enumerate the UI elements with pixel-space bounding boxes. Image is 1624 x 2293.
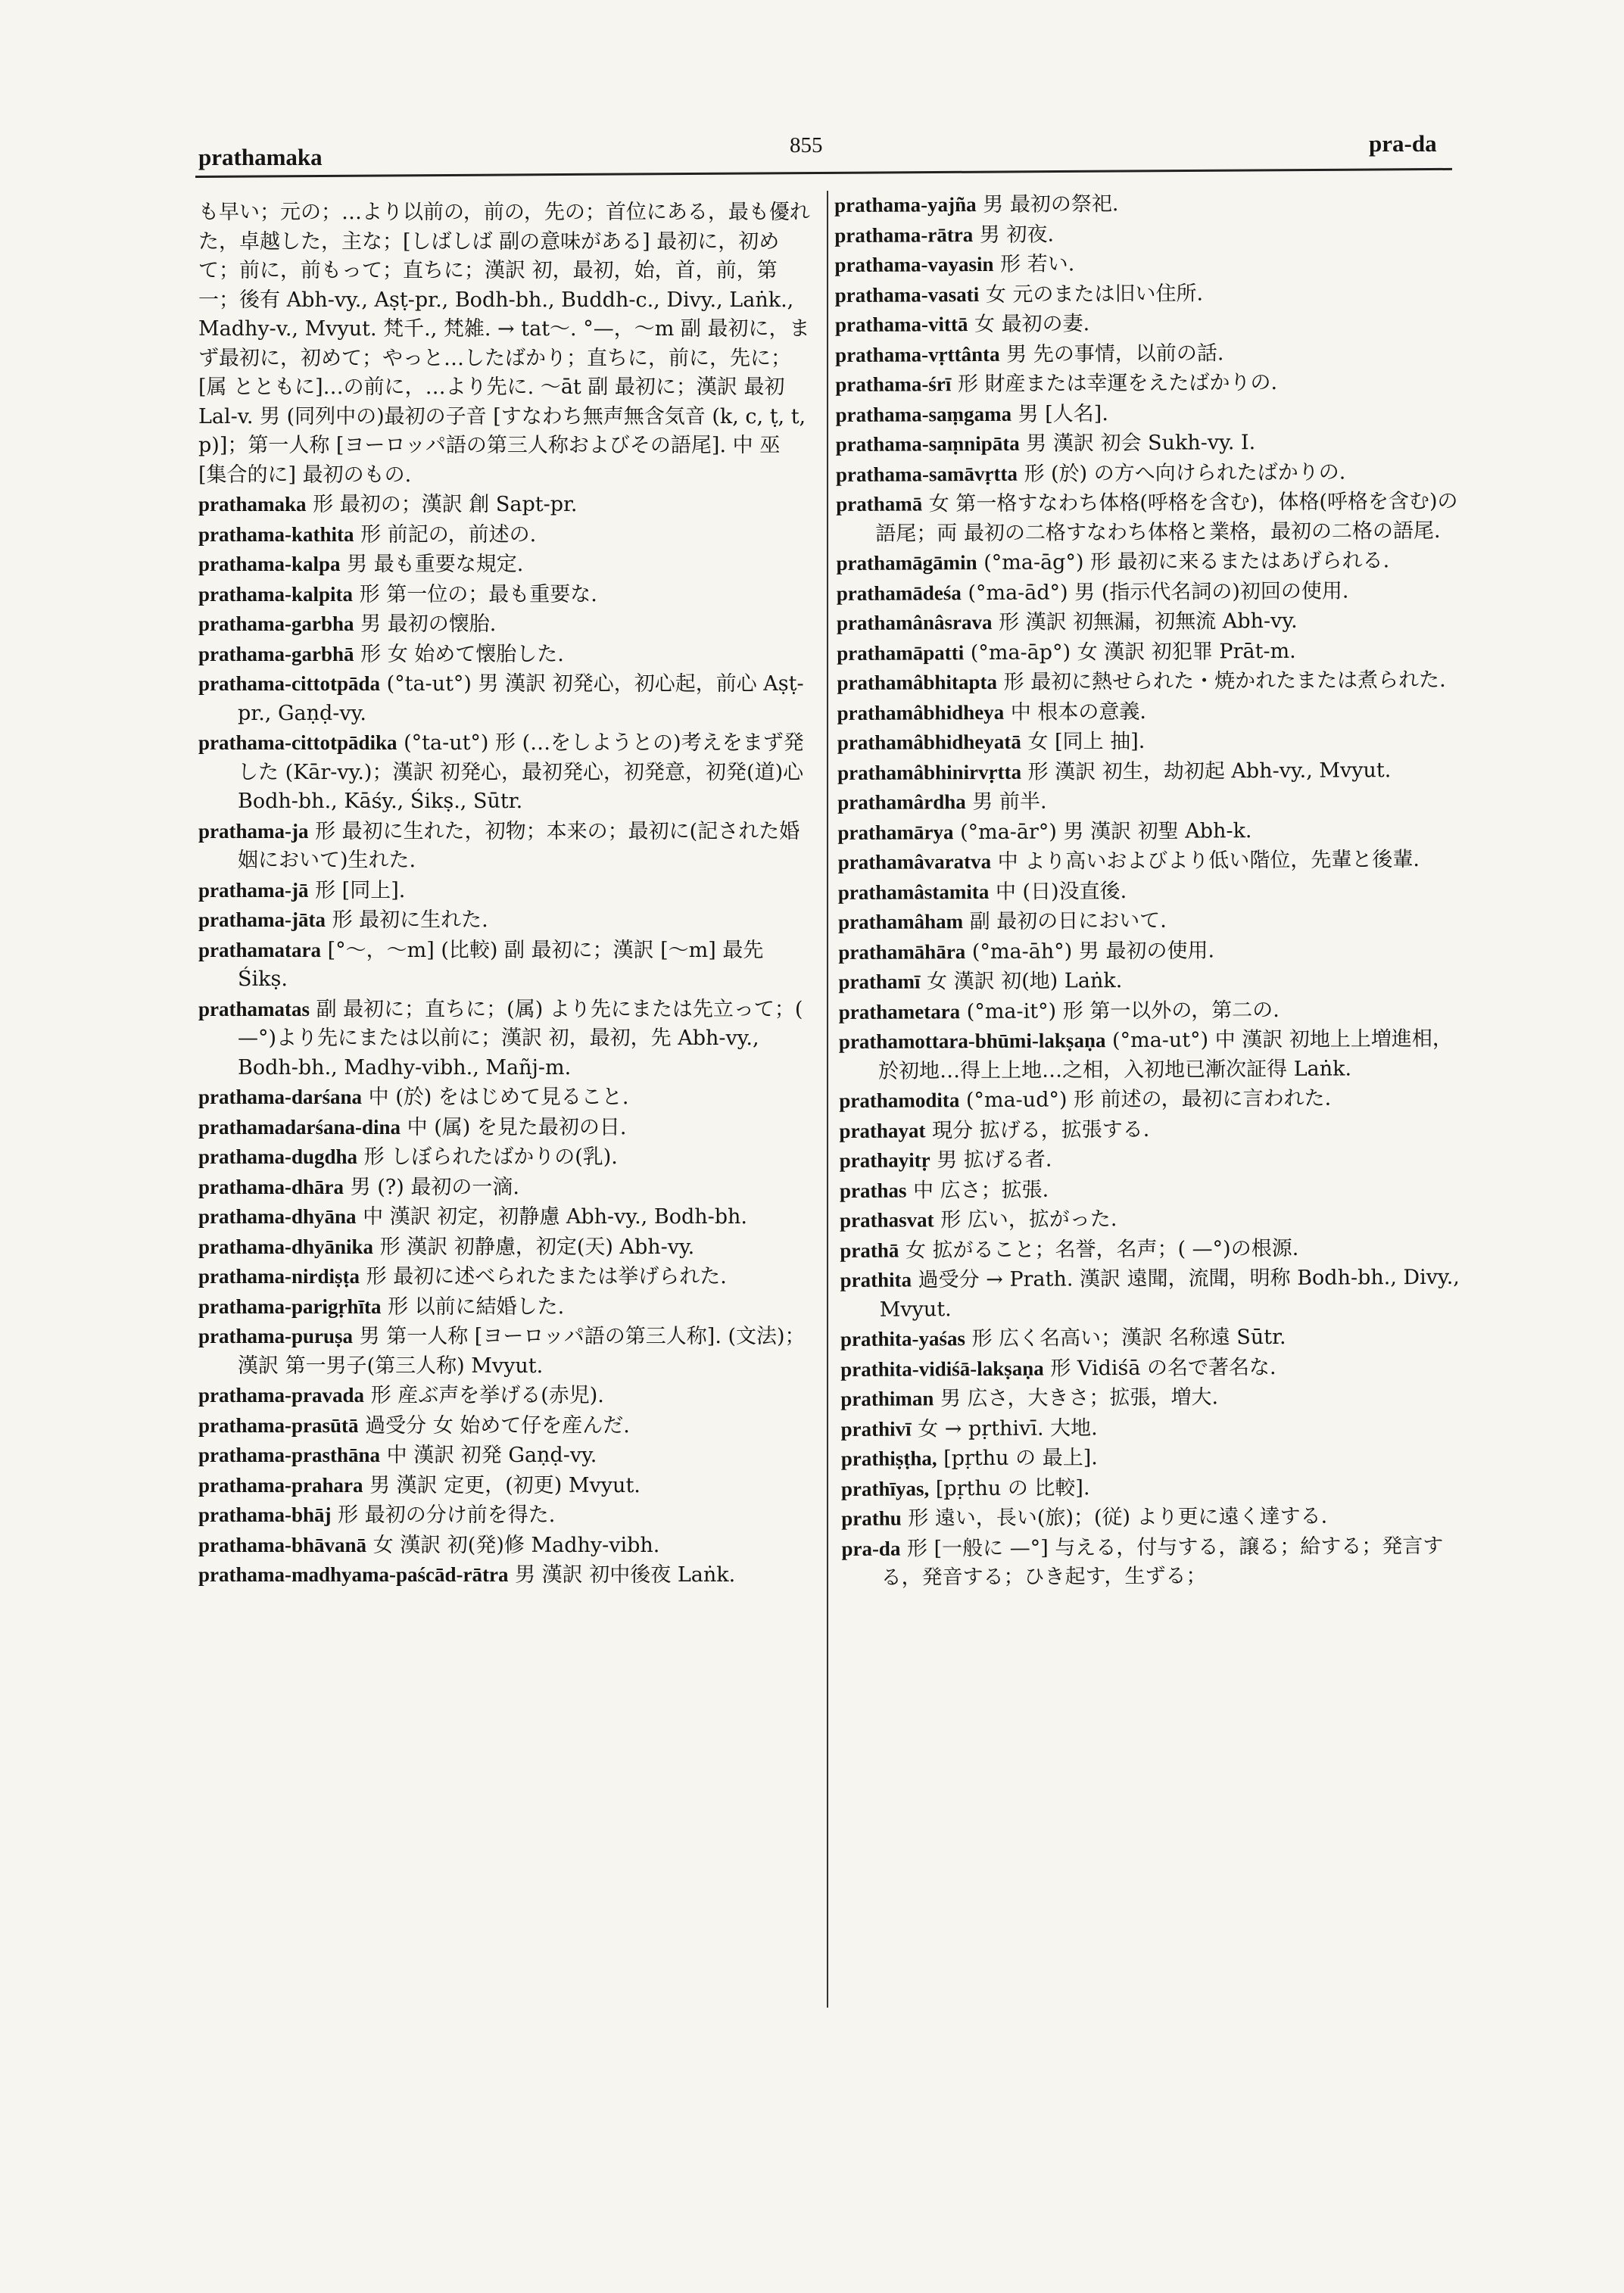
definition: 形 広く名高い；漢訳 名称遠 Sūtr.: [971, 1325, 1286, 1351]
dictionary-entry: [837, 635, 1465, 668]
headword: prathamāhāra: [838, 939, 966, 964]
dictionary-entry: [198, 1471, 813, 1501]
definition: 形 前記の，前述の.: [360, 522, 537, 547]
definition: 形 第一位の；最も重要な.: [359, 582, 597, 606]
dictionary-entry: [840, 1351, 1469, 1385]
dictionary-entry: [841, 1531, 1470, 1593]
dictionary-entry: [198, 520, 813, 550]
dictionary-entry: [198, 1083, 813, 1113]
dictionary-entry: [839, 1113, 1467, 1146]
definition: 形 広い，拡がった.: [940, 1207, 1117, 1232]
definition: [°～，～m] (比較) 副 最初に；漢訳 [～m] 最先 Śikṣ.: [238, 938, 764, 991]
definition: 形 女 始めて懐胎した.: [360, 642, 564, 666]
headword: prathama-prasūtā: [198, 1413, 359, 1437]
dictionary-entry: [839, 994, 1467, 1027]
dictionary-entry: [198, 1292, 813, 1323]
headword: prathita: [840, 1268, 912, 1291]
dictionary-entry: [837, 755, 1466, 788]
definition: (°ma-āh°) 男 最初の使用.: [971, 938, 1215, 964]
dictionary-entry: [198, 490, 813, 520]
dictionary-entry: [836, 456, 1464, 490]
definition: 形 [一般に —°] 与える，付与する，譲る；給する；発言する，発音する；ひき起す，生ずる；: [881, 1534, 1444, 1590]
dictionary-entry: [198, 198, 813, 490]
dictionary-entry: [835, 367, 1463, 400]
definition: 形 最初に生れた，初物；本来の；最初に(記された婚姻において)生れた.: [238, 819, 800, 872]
definition: [pṛthu の 最上].: [943, 1446, 1098, 1471]
definition: 形 [同上].: [315, 878, 406, 902]
headword: prathamatara: [198, 938, 321, 961]
definition: (°ta-ut°) 形 (…をしようとの)考えをまず発した (Kār-vy.)；漢訳 初発心，最初発心，初発意，初発(道)心 Bodh-bh., Kāśy., Śikṣ., Sūtr.: [238, 731, 804, 813]
header-rule: [195, 168, 1452, 178]
headword: prathamâham: [837, 910, 964, 933]
dictionary-entry: [837, 725, 1466, 759]
dictionary-entry: [840, 1411, 1469, 1444]
definition: 形 遠い，長い(旅)；(従) より更に遠く達する.: [908, 1504, 1328, 1531]
definition: 現分 拡げる，拡張する.: [932, 1117, 1150, 1142]
definition: 形 最初に熱せられた・焼かれたまたは煮られた.: [1003, 668, 1446, 694]
headword: prathamodita: [839, 1089, 960, 1112]
definition: 形 最初に述べられたまたは挙げられた.: [366, 1265, 727, 1288]
definition: 中 根本の意義.: [1010, 699, 1147, 724]
headword: prathama-samāvṛtta: [835, 462, 1018, 486]
dictionary-entry: [838, 905, 1467, 938]
dictionary-entry: [840, 1263, 1468, 1325]
headword: prathama-dhyāna: [198, 1205, 357, 1228]
headword: prathayat: [839, 1118, 926, 1142]
headword: prathama-kathita: [198, 522, 354, 546]
headword: prathamânâsrava: [836, 610, 993, 634]
definition: [pṛthu の 比較].: [935, 1475, 1090, 1500]
headword: prathas: [839, 1179, 907, 1202]
dictionary-entry: [198, 1142, 813, 1173]
dictionary-entry: [838, 845, 1467, 878]
headword: prathama-rātra: [834, 223, 974, 247]
dictionary-entry: [198, 609, 813, 640]
dictionary-entry: [836, 487, 1464, 549]
headword: prathama-bhāvanā: [198, 1533, 367, 1556]
headword: prathama-kalpa: [198, 553, 341, 575]
dictionary-entry: [198, 1202, 813, 1232]
dictionary-entry: [841, 1441, 1470, 1475]
headword: prathama-ja: [198, 819, 309, 843]
headword: prathamâbhinirvṛtta: [837, 760, 1022, 784]
headword: prathama-dhāra: [198, 1175, 344, 1198]
definition: 中 (属) を見た最初の日.: [407, 1115, 627, 1139]
dictionary-entry: [198, 1441, 813, 1471]
definition: 女 最初の妻.: [974, 312, 1090, 337]
dictionary-entry: [839, 1083, 1467, 1117]
dictionary-entry: [840, 1143, 1468, 1176]
headword: prathama-garbhā: [198, 642, 354, 665]
definition: 男 (?) 最初の一滴.: [350, 1175, 519, 1199]
dictionary-entry: [837, 575, 1465, 609]
headword: prathama-parigṛhīta: [198, 1294, 382, 1318]
headword: prathama-saṃnipāta: [835, 431, 1020, 456]
dictionary-entry: [840, 1232, 1468, 1266]
definition: 形 漢訳 初無漏，初無流 Abh-vy.: [999, 609, 1298, 634]
headword: prathama-kalpita: [198, 582, 354, 606]
headword: prathama-nirdiṣṭa: [198, 1265, 360, 1288]
definition: 形 以前に結婚した.: [388, 1294, 565, 1319]
headword: prathasvat: [840, 1208, 934, 1232]
headword: prathama-jāta: [198, 908, 326, 931]
headword: prathama-vittā: [834, 313, 968, 336]
definition: 中 漢訳 初定，初静慮 Abh-vy., Bodh-bh.: [363, 1205, 747, 1229]
definition: 形 (於) の方へ向けられたばかりの.: [1024, 460, 1346, 486]
dictionary-entry: [834, 188, 1463, 221]
dictionary-entry: [198, 550, 813, 580]
definition: 男 [人名].: [1018, 401, 1108, 426]
dictionary-entry: [840, 1203, 1468, 1236]
definition: (°ma-āp°) 女 漢訳 初犯罪 Prāt-m.: [970, 639, 1296, 665]
dictionary-entry: [198, 1322, 813, 1381]
definition: 形 しぼられたばかりの(乳).: [363, 1145, 618, 1169]
definition: 女 拡がること；名誉，名声；( —°)の根源.: [905, 1236, 1299, 1263]
dictionary-entry: [198, 669, 813, 728]
definition: 男 前半.: [972, 790, 1047, 815]
dictionary-entry: [837, 695, 1466, 728]
definition: 男 最初の祭祀.: [983, 192, 1119, 217]
definition: 中 漢訳 初発 Gaṇḍ-vy.: [386, 1444, 597, 1467]
definition: 男 広さ，大きさ；拡張，増大.: [940, 1385, 1219, 1411]
definition: 女 漢訳 初(地) Laṅk.: [926, 969, 1123, 994]
definition: 女 → pṛthivī. 大地.: [918, 1416, 1098, 1441]
headword: prathita-yaśas: [840, 1327, 966, 1351]
definition: 形 最初に生れた.: [332, 908, 488, 932]
headword: prathama-prahara: [198, 1473, 363, 1497]
headword: prathamâvaratva: [837, 849, 992, 874]
dictionary-entry: [198, 876, 813, 906]
dictionary-entry: [835, 307, 1463, 341]
header-right-guide-word: pra-da: [1369, 130, 1437, 157]
headword: prathama-puruṣa: [198, 1325, 354, 1347]
dictionary-entry: [198, 1531, 813, 1561]
dictionary-entry: [834, 248, 1463, 281]
dictionary-entry: [835, 397, 1463, 430]
headword: prathā: [840, 1238, 899, 1262]
definition: 形 若い.: [1000, 252, 1075, 276]
definition: 男 漢訳 初会 Sukh-vy. I.: [1026, 431, 1256, 456]
dictionary-entry: [835, 277, 1463, 310]
dictionary-entry: [198, 640, 813, 670]
definition: 男 初夜.: [979, 222, 1055, 247]
headword: prathayitṛ: [839, 1148, 930, 1172]
definition: 女 元のまたは旧い住所.: [985, 281, 1204, 307]
definition: (°ma-ād°) 男 (指示代名詞の)初回の使用.: [968, 578, 1349, 605]
headword: prathiṣṭha,: [840, 1447, 937, 1470]
definition: も早い；元の；…より以前の，前の，先の；首位にある，最も優れた，卓越した，主な；[しばしば 副の意味がある] 最初に，初めて；前に，前もって；直ちに；漢訳 初，最初，始，首，前，第一；後有 Abh-vy., Aṣṭ-pr., Bodh-bh., Buddh-c., Divy., Laṅk., Madhy-v., Mvyut. 梵千., 梵雑. → tat～. °—，～m 副 最初に，まず最初に，初めて；やっと…したばかり；直ちに，前に，先に；[属 とともに]…の前に，…より先に. ～āt 副 最初に；漢訳 最初 Lal-v. 男 (同列中の)最初の子音 [すなわち無声無含気音 (k, c, ṭ, t, p)]；第一人称 [ヨーロッパ語の第三人称およびその語尾]. 中 巫 [集合的に] 最初のもの.: [198, 201, 810, 487]
definition: (°ma-āg°) 形 最初に来るまたはあげられる.: [983, 549, 1390, 575]
headword: prathama-darśana: [198, 1086, 363, 1108]
headword: prathiman: [840, 1387, 934, 1410]
definition: 中 (日)没直後.: [995, 879, 1127, 904]
definition: 男 最も重要な規定.: [347, 553, 524, 576]
dictionary-entry: [838, 934, 1467, 967]
dictionary-entry: [837, 815, 1466, 848]
dictionary-entry: [198, 1262, 813, 1292]
definition: 副 最初に；直ちに；(属) より先にまたは先立って；( —°)より先にまたは以前に；漢訳 初，最初，先 Abh-vy., Bodh-bh., Madhy-vibh., Mañj-m.: [238, 997, 803, 1080]
dictionary-entry: [198, 728, 813, 817]
headword: prathama-bhāj: [198, 1503, 332, 1526]
headword: prathama-vayasin: [834, 252, 994, 276]
definition: (°ma-it°) 形 第一以外の，第二の.: [966, 998, 1280, 1023]
dictionary-entry: [836, 427, 1464, 460]
definition: 過受分 女 始めて仔を産んだ.: [365, 1413, 630, 1438]
headword: prathamaka: [198, 493, 307, 516]
definition: (°ta-ut°) 男 漢訳 初発心，初心起，前心 Aṣṭ-pr., Gaṇḍ-vy.: [238, 672, 804, 725]
headword: prathama-garbha: [198, 612, 354, 635]
dictionary-entry: [838, 964, 1467, 998]
headword: prathama-jā: [198, 878, 309, 902]
headword: prathama-dhyānika: [198, 1235, 374, 1258]
definition: 女 第一格すなわち体格(呼格を含む)，体格(呼格を含む)の語尾；両 最初の二格すなわち体格と業格，最初の二格の語尾.: [875, 489, 1458, 546]
headword: prathama-cittotpādika: [198, 731, 397, 754]
headword: prathama-vasati: [834, 282, 980, 307]
headword: prathamâbhidheya: [837, 700, 1005, 724]
dictionary-entry: [840, 1173, 1468, 1206]
dictionary-entry: [840, 1322, 1469, 1355]
headword: prathamâstamita: [837, 880, 990, 904]
dictionary-entry: [841, 1471, 1470, 1504]
definition: 男 先の事情，以前の話.: [1006, 341, 1224, 366]
definition: 形 最初の分け前を得た.: [338, 1503, 556, 1527]
definition: 形 漢訳 初生，劫初起 Abh-vy., Mvyut.: [1027, 758, 1392, 784]
dictionary-entry: [198, 1113, 813, 1143]
dictionary-entry: [198, 817, 813, 876]
dictionary-entry: [835, 337, 1463, 370]
definition: 過受分 → Prath. 漢訳 遠聞，流聞，明称 Bodh-bh., Divy., Mvyut.: [879, 1265, 1460, 1322]
headword: prathama-saṃgama: [835, 402, 1012, 426]
page-number: 855: [790, 133, 823, 157]
definition: 女 漢訳 初(発)修 Madhy-vibh.: [372, 1533, 660, 1557]
dictionary-entry: [198, 1500, 813, 1531]
headword: prathama-cittotpāda: [198, 672, 380, 695]
dictionary-entry: [837, 665, 1465, 699]
definition: 形 漢訳 初静慮，初定(天) Abh-vy.: [379, 1235, 695, 1259]
definition: (°ma-ut°) 中 漢訳 初地上上増進相，於初地…得上上地…之相，入初地已漸次証得 Laṅk.: [878, 1027, 1453, 1083]
definition: 形 産ぶ声を挙げる(赤児).: [370, 1384, 604, 1407]
dictionary-entry: [841, 1501, 1470, 1534]
dictionary-entry: [837, 785, 1466, 818]
headword: prathamā: [836, 492, 923, 516]
headword: prathamāgāmin: [836, 551, 977, 575]
headword: prathamottara-bhūmi-lakṣaṇa: [838, 1029, 1106, 1053]
headword: prathamâbhitapta: [837, 670, 998, 694]
definition: 女 [同上 抽].: [1027, 729, 1146, 754]
definition: (°ma-ud°) 形 前述の，最初に言われた.: [965, 1086, 1332, 1113]
dictionary-entry: [198, 1173, 813, 1203]
right-column: [834, 188, 1470, 1594]
dictionary-entry: [837, 606, 1465, 639]
dictionary-entry: [198, 580, 813, 610]
headword: prathivī: [840, 1416, 912, 1441]
dictionary-entry: [840, 1382, 1469, 1415]
header-left-guide-word: prathamaka: [198, 144, 323, 170]
column-divider: [827, 191, 828, 2008]
headword: prathama-yajña: [834, 193, 977, 217]
definition: 男 最初の懐胎.: [360, 612, 497, 636]
headword: prathama-vṛttânta: [835, 342, 1000, 366]
headword: prathamadarśana-dina: [198, 1115, 401, 1139]
headword: prathita-vidiśā-lakṣaṇa: [840, 1357, 1044, 1381]
definition: 男 拡げる者.: [937, 1148, 1052, 1173]
headword: prathamī: [838, 970, 921, 993]
dictionary-entry: [198, 1381, 813, 1411]
headword: prathama-madhyama-paścād-rātra: [198, 1563, 509, 1586]
definition: 男 漢訳 初中後夜 Laṅk.: [515, 1563, 736, 1587]
definition: 形 財産または幸運をえたばかりの.: [957, 370, 1278, 397]
headword: pra-da: [841, 1537, 901, 1560]
dictionary-entry: [838, 874, 1467, 908]
dictionary-entry: [198, 1232, 813, 1263]
headword: prathamâbhidheyatā: [837, 730, 1021, 754]
dictionary-entry: [834, 217, 1463, 251]
headword: prathametara: [838, 999, 961, 1023]
headword: prathu: [841, 1506, 902, 1530]
headword: prathama-dugdha: [198, 1145, 358, 1168]
definition: 男 第一人称 [ヨーロッパ語の第三人称]. (文法)；漢訳 第一男子(第三人称) Mvyut.: [238, 1325, 806, 1378]
headword: prathamārya: [837, 820, 954, 844]
headword: prathamāpatti: [837, 640, 965, 665]
definition: 男 漢訳 定更，(初更) Mvyut.: [369, 1473, 641, 1497]
dictionary-entry: [198, 1411, 813, 1441]
headword: prathama-śrī: [835, 372, 952, 396]
dictionary-entry: [198, 936, 813, 995]
headword: prathamatas: [198, 997, 310, 1020]
headword: prathamârdha: [837, 790, 966, 814]
headword: prathamādeśa: [836, 581, 962, 605]
dictionary-entry: [198, 995, 813, 1083]
left-column: [198, 198, 813, 1590]
definition: 中 (於) をはじめて見ること.: [368, 1086, 629, 1109]
dictionary-entry: [839, 1024, 1467, 1086]
definition: (°ma-ār°) 男 漢訳 初聖 Abh-k.: [959, 818, 1252, 844]
dictionary-entry: [198, 905, 813, 936]
dictionary-entry: [198, 1560, 813, 1590]
definition: 形 最初の；漢訳 創 Sapt-pr.: [313, 493, 578, 516]
definition: 形 Vidiśā の名で著名な.: [1050, 1355, 1276, 1381]
definition: 中 より高いおよびより低い階位，先輩と後輩.: [997, 847, 1420, 874]
headword: prathama-pravada: [198, 1384, 365, 1407]
headword: prathama-prasthāna: [198, 1444, 381, 1466]
definition: 副 最初の日において.: [969, 908, 1167, 934]
headword: prathīyas,: [840, 1476, 930, 1500]
dictionary-entry: [836, 546, 1464, 579]
definition: 中 広さ；拡張.: [912, 1178, 1049, 1202]
